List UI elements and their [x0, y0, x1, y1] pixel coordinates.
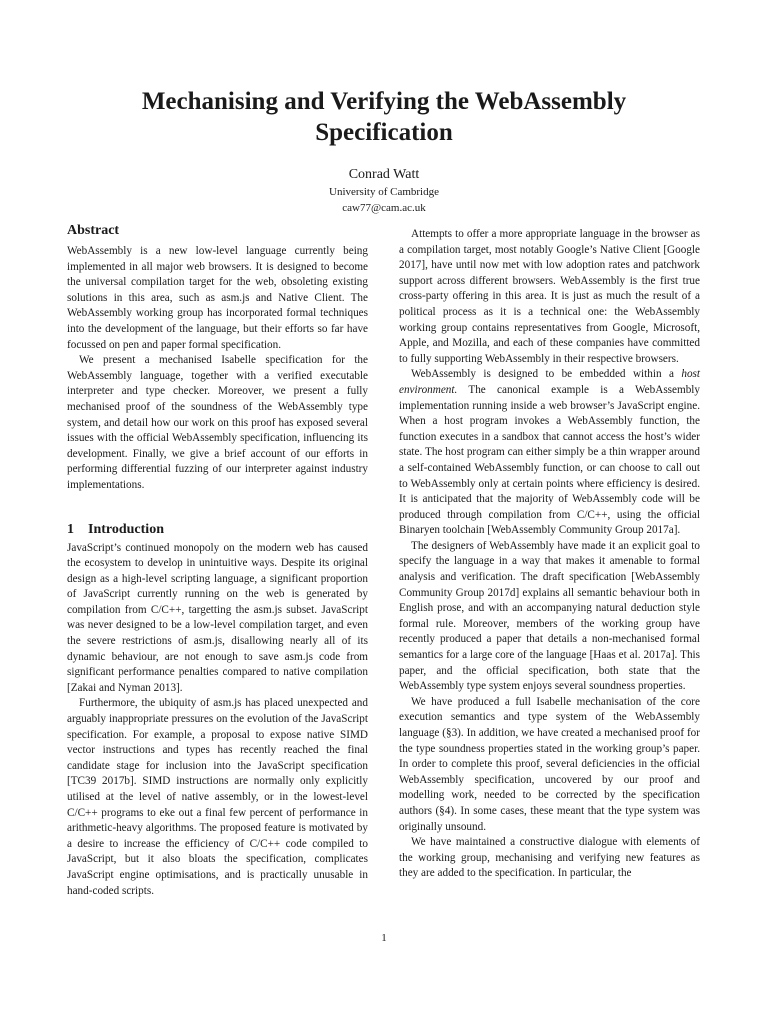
- host-env-lead: WebAssembly is designed to be embedded within a: [411, 368, 682, 381]
- right-paragraph-3: The designers of WebAssembly have made it an explicit goal to specify the language in a way that makes it amenable to formal analysis and verification. The draft specification [WebAssembly Community Group 2017d] explains all semantic behaviour both in English prose, and with an accompanying natural deduction style formal rule. Moreover, members of the working group have recently produced a paper that details a non-mechanised formal semantics for a large core of the language [Haas et al. 2017a]. This paper, and the official specification, both state that the WebAssembly type system enjoys several soundness properties.: [399, 539, 700, 693]
- section-title: Introduction: [88, 521, 164, 537]
- abstract-paragraph-2: We present a mechanised Isabelle specification for the WebAssembly language, together with a verified executable interpreter and type checker. Moreover, we present a fully mechanised proof of the soundness of the WebAssembly type system, and detail how our work on this proof has exposed several issues with the official WebAssembly specification, influencing its development. Finally, we give a brief account of our efforts in performing differential fuzzing of our interpreter against industry implementations.: [67, 354, 368, 491]
- left-column: [67, 222, 368, 899]
- intro-paragraph-1: JavaScript’s continued monopoly on the modern web has caused the ecosystem to develop in unintuitive ways. Despite its original design as a high-level scripting language, a significant proportion of JavaScript currently running on the web is generated by compilation from C/C++, targetting the asm.js subset. JavaScript was never designed to be a low-level compilation target, and even the severe restrictions of asm.js, disallowing nearly all of its dynamic behaviour, are not enough to save asm.js code from significant performance penalties compared to native compilation [Zakai and Nyman 2013].: [67, 541, 368, 694]
- author-name: Conrad Watt: [348, 167, 420, 182]
- right-paragraph-1: Attempts to offer a more appropriate language in the browser as a compilation target, most notably Google’s Native Client [Google 2017], have until now met with low adoption rates and patchwork support across different browsers. WebAssembly is the first true cross-party offering in this area. It is just as much the result of a political process as it is a technical one: the WebAssembly working group contains representatives from Google, Microsoft, Apple, and Mozilla, and each of these companies have committed to fully supporting WebAssembly in their respective browsers.: [399, 228, 700, 365]
- author-affiliation: University of Cambridge: [329, 186, 439, 198]
- section-number: 1: [67, 521, 74, 537]
- right-paragraph-4: We have produced a full Isabelle mechanisation of the core execution semantics and type system of the WebAssembly language (§3). In addition, we have created a mechanised proof for the type soundness properties stated in the working group’s paper. In order to complete this proof, several deficiencies in the official WebAssembly specification, uncovered by our proof and modelling work, needed to be corrected by the specification authors (§4). In some cases, these meant that the type system was originally unsound.: [399, 695, 700, 833]
- title-line-2: Specification: [315, 119, 453, 146]
- paper-title: [70, 86, 698, 148]
- introduction-heading: [67, 521, 368, 539]
- right-paragraph-5: We have maintained a constructive dialogue with elements of the working group, mechanising and verifying new features as they are added to the specification. In particular, the: [399, 836, 700, 880]
- abstract-paragraph-1: WebAssembly is a new low-level language currently being implemented in all major web browsers. It is designed to become the universal compilation target for the web, obsoleting existing solutions in this area, such as asm.js and Native Client. The WebAssembly working group has incorporated formal techniques into the development of the language, but their efforts so far have focussed on pen and paper formal specification.: [67, 245, 368, 351]
- host-env-rest: The canonical example is a WebAssembly implementation running inside a web browser’s JavaScript engine. When a host program invokes a WebAssembly function, the function executes in a sandbox that cannot access the host’s wider state. The host program can either simply be a thin wrapper around a self-contained WebAssembly function, or can choose to call out to WebAssembly only at certain points where efficiency is desired. It is anticipated that the majority of WebAssembly code will be produced through compilation from C/C++, using the official Binaryen toolchain [WebAssembly Community Group 2017a].: [399, 383, 700, 537]
- author-block: [0, 166, 768, 216]
- author-email: caw77@cam.ac.uk: [342, 202, 426, 214]
- right-column: [399, 227, 700, 882]
- page-number: 1: [381, 932, 387, 944]
- title-line-1: Mechanising and Verifying the WebAssembly: [141, 88, 627, 115]
- right-paragraph-2: [399, 367, 700, 539]
- intro-paragraph-2: Furthermore, the ubiquity of asm.js has placed unexpected and arguably inappropriate pressures on the evolution of the JavaScript specification. For example, a proposal to expose native SIMD vector instructions and types has recently reached the final candidate stage for inclusion into the JavaScript specification [TC39 2017b]. SIMD instructions are normally only explicitly utilised at the level of native assembly, or in the lowest-level C/C++ programs to eke out a final few percent of performance in arithmetic-heavy algorithms. The proposed feature is motivated by a desire to increase the efficiency of C/C++ code compiled to JavaScript, but it also bloats the specification, complicates JavaScript engine optimisations, and is practically unusable in hand-coded scripts.: [67, 697, 368, 897]
- host-environment-term: host environment.: [399, 368, 700, 396]
- abstract-heading: Abstract: [67, 223, 120, 238]
